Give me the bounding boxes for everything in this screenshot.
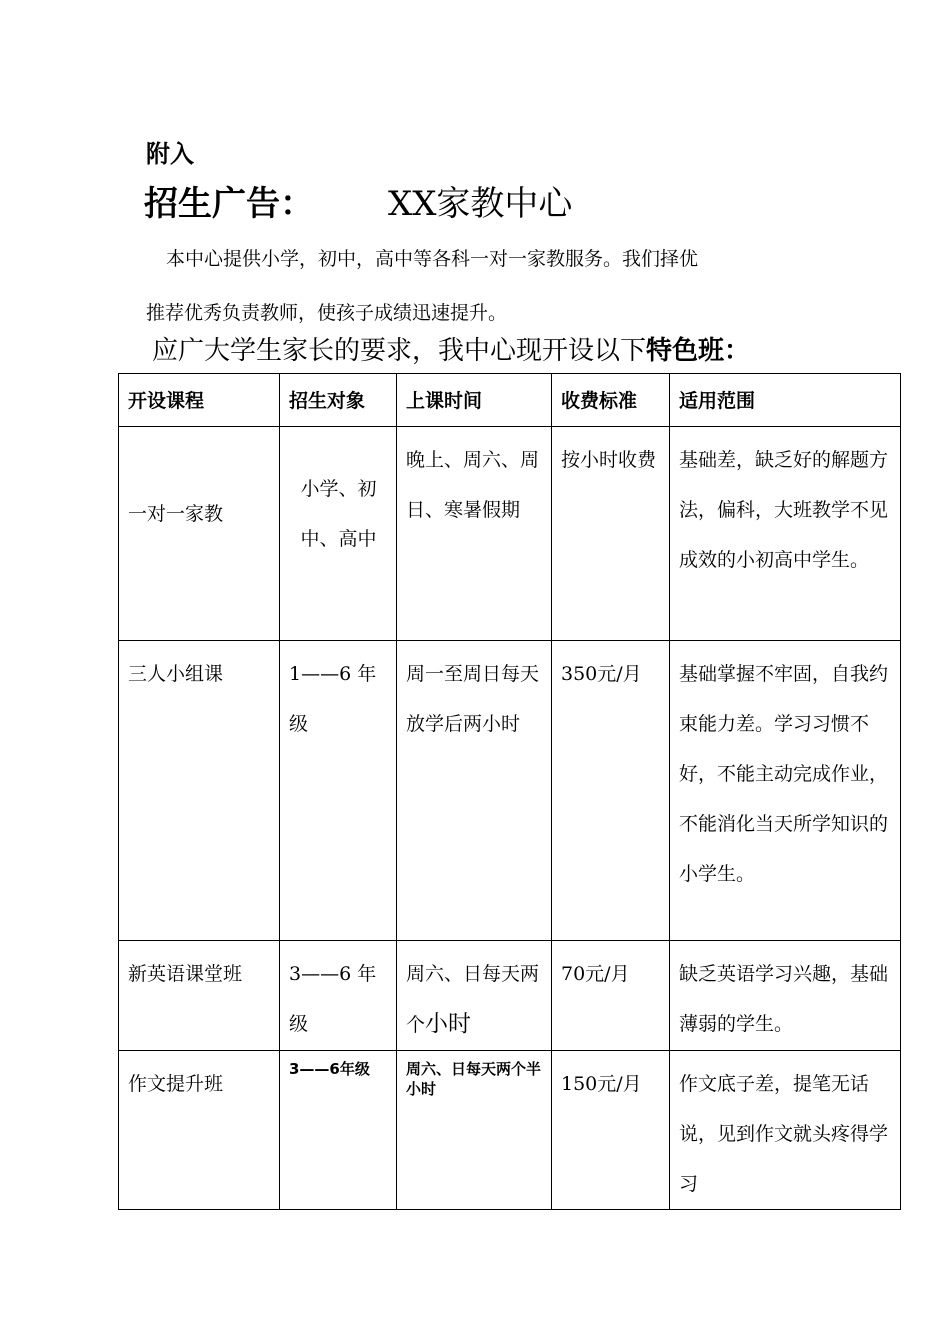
- special-emphasis: 特色班：: [646, 336, 751, 366]
- special-prefix: 应广大学生家长的要求，我中心现开设以下: [152, 336, 647, 366]
- cell-time: 周六、日每天两个半小时: [397, 1051, 552, 1210]
- table-row: [119, 941, 901, 1051]
- header-fee: 收费标准: [552, 374, 670, 427]
- cell-course: 一对一家教: [119, 427, 280, 641]
- cell-target: 3——6年级: [280, 1051, 397, 1210]
- cell-target: 小学、初中、高中: [280, 427, 397, 641]
- brand-name: XX家教中心: [388, 184, 573, 224]
- header-scope: 适用范围: [670, 374, 901, 427]
- cell-target: 1——6 年级: [280, 641, 397, 941]
- cell-course: 三人小组课: [119, 641, 280, 941]
- cell-time: 周一至周日每天放学后两小时: [397, 641, 552, 941]
- title-label: 招生广告：: [144, 184, 314, 224]
- cell-fee: 70元/月: [552, 941, 670, 1051]
- header-time: 上课时间: [397, 374, 552, 427]
- table-header-row: [119, 374, 901, 427]
- cell-target: 3——6 年级: [280, 941, 397, 1051]
- cell-fee: 按小时收费: [552, 427, 670, 641]
- cell-fee: 350元/月: [552, 641, 670, 941]
- attachment-heading: 附入: [146, 140, 194, 168]
- cell-course: 新英语课堂班: [119, 941, 280, 1051]
- page-title: [144, 176, 573, 225]
- table-row: [119, 1051, 901, 1210]
- cell-scope: 缺乏英语学习兴趣，基础薄弱的学生。: [670, 941, 901, 1051]
- header-target: 招生对象: [280, 374, 397, 427]
- cell-scope: 基础掌握不牢固，自我约束能力差。学习习惯不好，不能主动完成作业，不能消化当天所学知识的小学生。: [670, 641, 901, 941]
- intro-line-1: 本中心提供小学，初中，高中等各科一对一家教服务。我们择优: [166, 248, 699, 270]
- special-classes-intro: [152, 330, 750, 367]
- table-row: [119, 641, 901, 941]
- cell-scope: 基础差，缺乏好的解题方法，偏科，大班教学不见成效的小初高中学生。: [670, 427, 901, 641]
- table-row: [119, 427, 901, 641]
- course-table: [118, 373, 901, 1210]
- intro-line-2: 推荐优秀负责教师，使孩子成绩迅速提升。: [146, 302, 508, 324]
- cell-course: 作文提升班: [119, 1051, 280, 1210]
- cell-time: 周六、日每天两个小时: [397, 941, 552, 1051]
- header-course: 开设课程: [119, 374, 280, 427]
- cell-scope: 作文底子差，提笔无话说，见到作文就头疼得学习: [670, 1051, 901, 1210]
- cell-fee: 150元/月: [552, 1051, 670, 1210]
- intro-paragraph: [146, 232, 826, 340]
- cell-time: 晚上、周六、周日、寒暑假期: [397, 427, 552, 641]
